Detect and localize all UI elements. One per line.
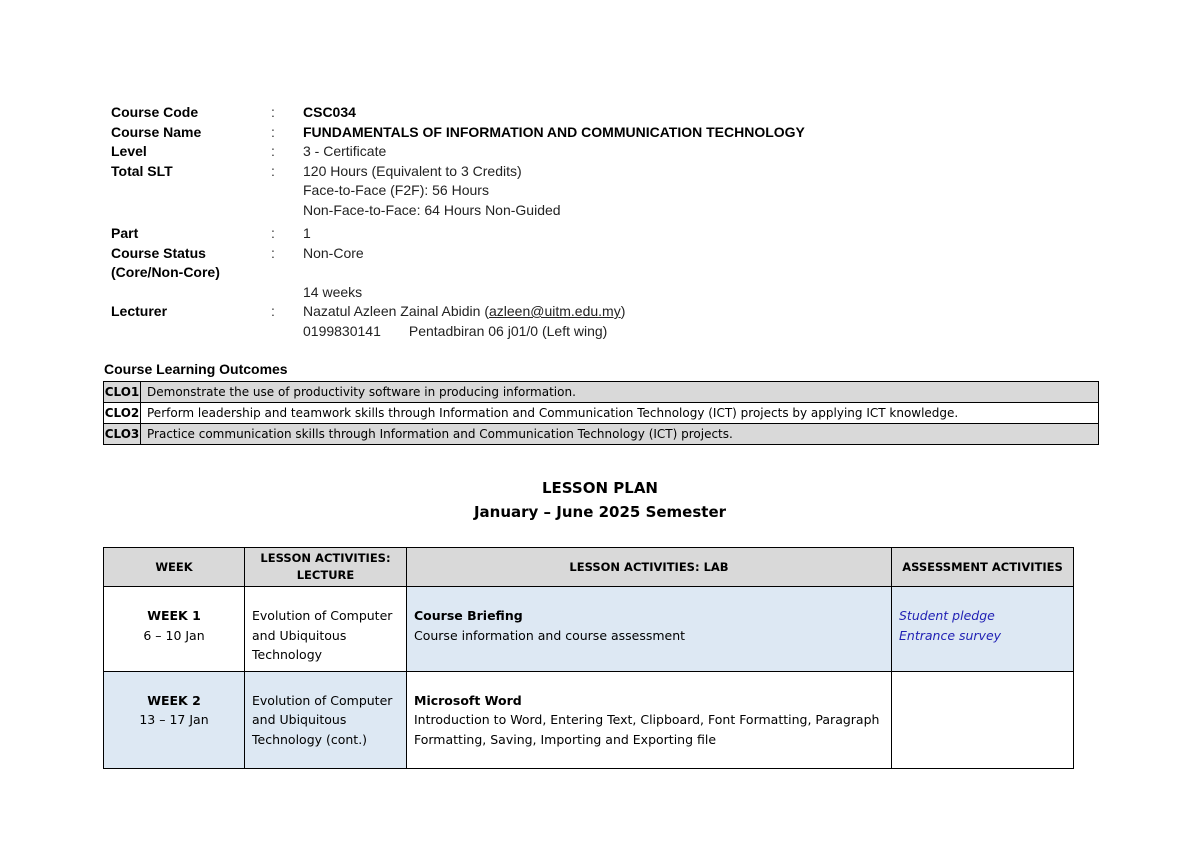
header-week: WEEK: [104, 548, 245, 587]
clo-code: CLO3: [104, 424, 141, 445]
header-lecture: LESSON ACTIVITIES: LECTURE: [245, 548, 407, 587]
slt-non-f2f: Non-Face-to-Face: 64 Hours Non-Guided: [303, 201, 561, 218]
part-value: 1: [303, 225, 311, 241]
lecturer-label: Lecturer: [111, 303, 168, 319]
course-info: [111, 103, 1011, 341]
clo-row: [104, 382, 1099, 403]
week-cell: [104, 671, 245, 768]
assessment-item: Entrance survey: [899, 627, 1002, 643]
clo-text: Demonstrate the use of productivity software in producing information.: [141, 382, 1099, 403]
colon: :: [271, 303, 275, 319]
course-status-value: [303, 244, 1011, 303]
colon: :: [271, 123, 275, 140]
lecturer-row: [111, 302, 1011, 341]
total-slt-value: [303, 162, 1011, 221]
clo-row: [104, 403, 1099, 424]
slt-credits: 120 Hours (Equivalent to 3 Credits): [303, 162, 522, 179]
colon: :: [271, 225, 275, 241]
clo-table: [103, 381, 1099, 445]
clo-heading: Course Learning Outcomes: [104, 361, 288, 377]
assessment-cell: [892, 671, 1074, 768]
lab-description: Introduction to Word, Entering Text, Clipboard, Font Formatting, Paragraph Formatting, Saving, Importing and Exporting file: [414, 712, 880, 747]
colon: :: [271, 162, 275, 179]
assessment-item: Student pledge: [899, 608, 995, 623]
course-name-value: FUNDAMENTALS OF INFORMATION AND COMMUNICATION TECHNOLOGY: [303, 123, 805, 140]
week-dates: 13 – 17 Jan: [139, 712, 209, 727]
course-code-label: Course Code: [111, 104, 199, 120]
lecturer-name-end: ): [620, 303, 626, 319]
lecturer-name-line: [303, 302, 1011, 322]
lecture-cell: Evolution of Computer and Ubiquitous Technology (cont.): [245, 671, 407, 768]
colon: :: [271, 104, 275, 120]
level-row: [111, 142, 1011, 162]
lesson-plan-table: [103, 547, 1074, 769]
total-slt-row: [111, 162, 1011, 221]
colon: :: [271, 143, 275, 159]
duration-value: 14 weeks: [303, 283, 363, 300]
table-row: [104, 671, 1074, 768]
total-slt-label: Total SLT: [111, 162, 173, 179]
week-cell: [104, 587, 245, 672]
level-value: 3 - Certificate: [303, 143, 387, 159]
clo-code: CLO2: [104, 403, 141, 424]
lab-description: Course information and course assessment: [414, 627, 686, 643]
course-code-value: CSC034: [303, 104, 356, 120]
clo-text: Perform leadership and teamwork skills through Information and Communication Technology (ICT) projects by applying ICT knowledge.: [141, 403, 1099, 424]
assessment-cell: [892, 587, 1074, 672]
lecture-cell: Evolution of Computer and Ubiquitous Technology: [245, 587, 407, 672]
header-lab: LESSON ACTIVITIES: LAB: [407, 548, 892, 587]
table-header-row: [104, 548, 1074, 587]
course-status-text: Non-Core: [303, 244, 364, 261]
lecturer-name: Nazatul Azleen Zainal Abidin (: [303, 303, 489, 319]
lecturer-contact-line: [303, 322, 1011, 342]
course-status-row: [111, 244, 1011, 303]
lecturer-email-link[interactable]: azleen@uitm.edu.my: [489, 303, 621, 319]
course-status-label: Course Status (Core/Non-Core): [111, 244, 220, 280]
course-name-row: [111, 123, 1011, 143]
header-assessment: ASSESSMENT ACTIVITIES: [892, 548, 1074, 587]
lab-topic: Course Briefing: [414, 608, 523, 623]
lab-cell: [407, 671, 892, 768]
table-row: [104, 587, 1074, 672]
part-label: Part: [111, 225, 139, 241]
week-number: WEEK 1: [147, 608, 201, 623]
clo-text: Practice communication skills through Information and Communication Technology (ICT) projects.: [141, 424, 1099, 445]
course-name-label: Course Name: [111, 123, 202, 140]
lab-cell: [407, 587, 892, 672]
lecturer-value: [303, 302, 1011, 341]
clo-row: [104, 424, 1099, 445]
clo-code: CLO1: [104, 382, 141, 403]
part-row: [111, 224, 1011, 244]
level-label: Level: [111, 143, 147, 159]
lab-topic: Microsoft Word: [414, 692, 522, 708]
lesson-plan-title: LESSON PLAN: [542, 479, 658, 497]
semester-title: January – June 2025 Semester: [473, 503, 727, 521]
lecturer-office: Pentadbiran 06 j01/0 (Left wing): [408, 322, 608, 339]
week-dates: 6 – 10 Jan: [143, 627, 205, 643]
week-number: WEEK 2: [147, 692, 201, 708]
slt-f2f: Face-to-Face (F2F): 56 Hours: [303, 182, 489, 198]
course-code-row: [111, 103, 1011, 123]
colon: :: [271, 244, 275, 261]
lecturer-phone: 0199830141: [303, 322, 381, 339]
